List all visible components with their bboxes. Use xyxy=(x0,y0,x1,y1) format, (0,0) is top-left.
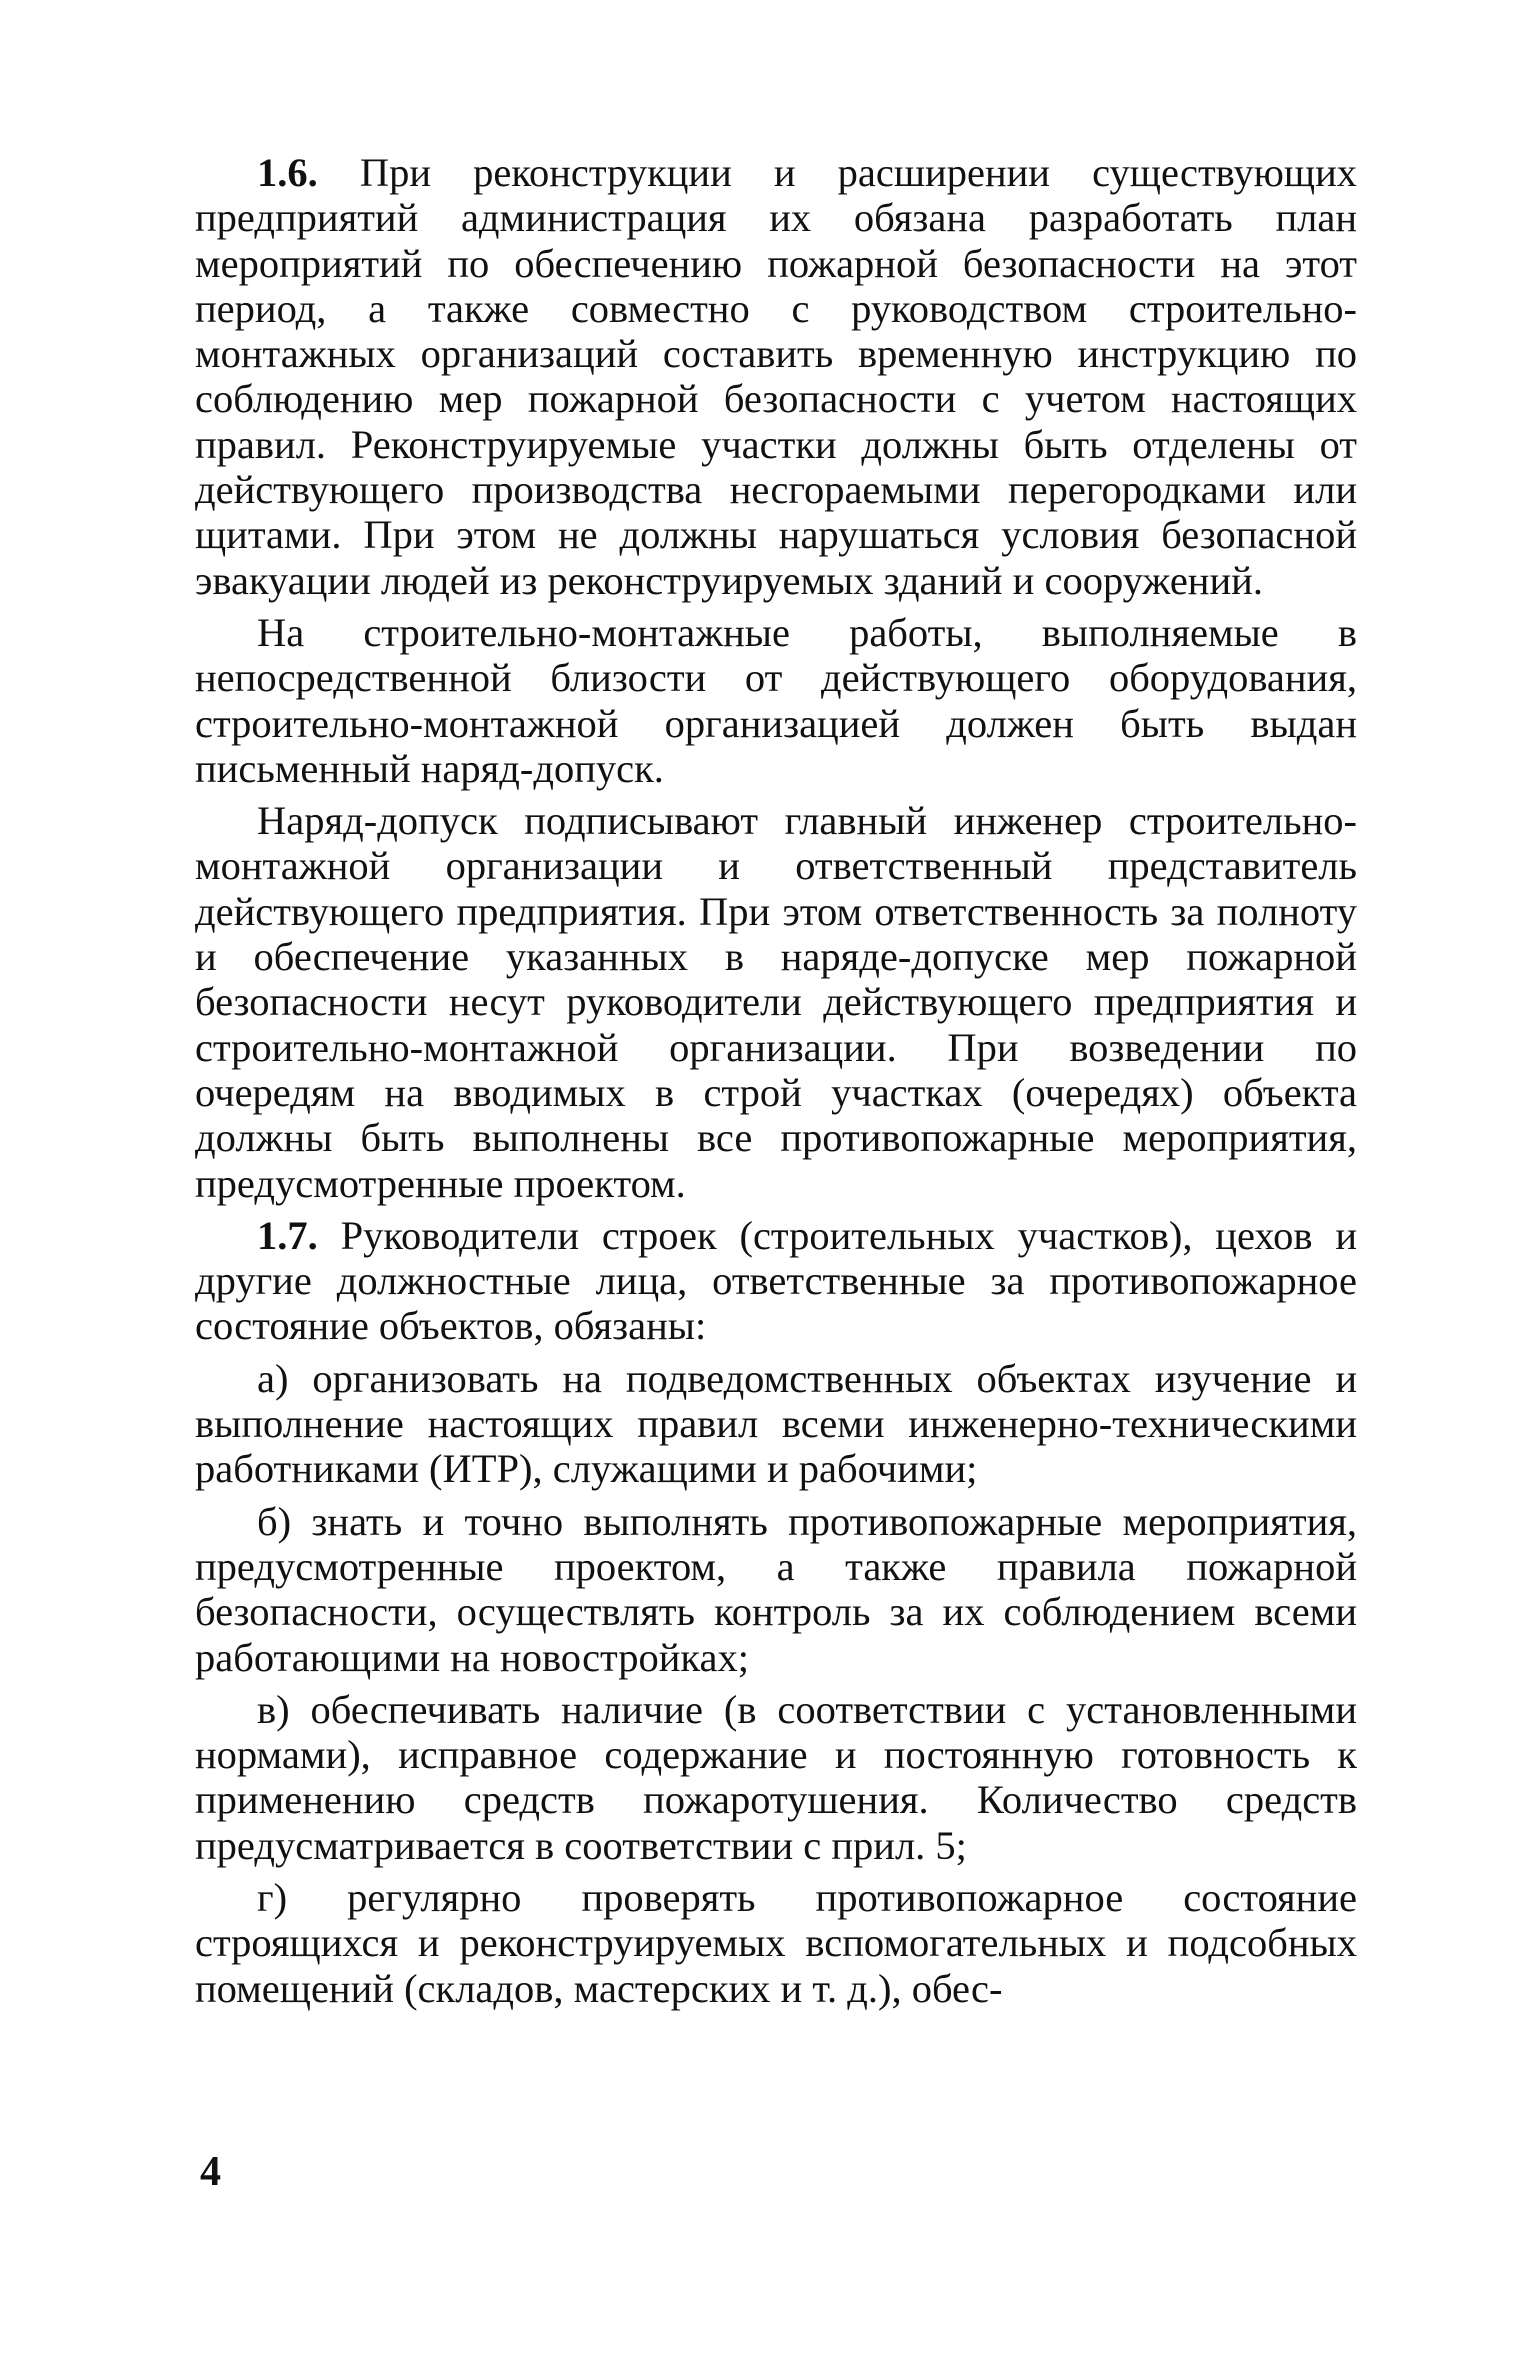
section-1-7-paragraph xyxy=(195,1213,1357,1349)
list-item: в) обеспечивать наличие (в соответствии с установленными нормами), исправное содержание и постоянную готовность к применению средств пожаротушения. Количество средств предусматривается в соответствии с прил. 5; xyxy=(195,1686,1357,1868)
list-item: а) организовать на подведомственных объектах изучение и выполнение настоящих правил всеми инженерно-техническими работниками (ИТР), служащими и рабочими; xyxy=(195,1355,1357,1492)
section-number: 1.6. xyxy=(257,150,318,195)
list-item: б) знать и точно выполнять противопожарные мероприятия, предусмотренные проектом, а также правила пожарной безопасности, осуществлять контроль за их соблюдением всеми работающими на новостройках; xyxy=(195,1498,1357,1680)
section-1-6-paragraph xyxy=(195,150,1357,603)
section-text: Руководители строек (строительных участков), цехов и другие должностные лица, ответственные за противопожарное состояние объектов, обязаны: xyxy=(195,1212,1357,1349)
body-paragraph: Наряд-допуск подписывают главный инженер строительно-монтажной организации и ответственный представитель действующего предприятия. При этом ответственность за полноту и обеспечение указанных в наряде-допуске мер пожарной безопасности несут руководители действующего предприятия и строительно-монтажной организации. При возведении по очередям на вводимых в строй участках (очередях) объекта должны быть выполнены все противопожарные мероприятия, предусмотренные проектом. xyxy=(195,798,1357,1206)
document-page xyxy=(195,150,1357,2018)
section-number: 1.7. xyxy=(257,1212,318,1258)
list-item: г) регулярно проверять противопожарное состояние строящихся и реконструируемых вспомогательных и подсобных помещений (складов, мастерских и т. д.), обес- xyxy=(195,1874,1357,2011)
page-number: 4 xyxy=(200,2149,221,2195)
section-text: При реконструкции и расширении существующих предприятий администрация их обязана разработать план мероприятий по обеспечению пожарной безопасности на этот период, а также совместно с руководством строительно-монтажных организаций составить временную инструкцию по соблюдению мер пожарной безопасности с учетом настоящих правил. Реконструируемые участки должны быть отделены от действующего производства несгораемыми перегородками или щитами. При этом не должны нарушаться условия безопасной эвакуации людей из реконструируемых зданий и сооружений. xyxy=(195,150,1357,603)
body-paragraph: На строительно-монтажные работы, выполняемые в непосредственной близости от действующего оборудования, строительно-монтажной организацией должен быть выдан письменный наряд-допуск. xyxy=(195,609,1357,791)
